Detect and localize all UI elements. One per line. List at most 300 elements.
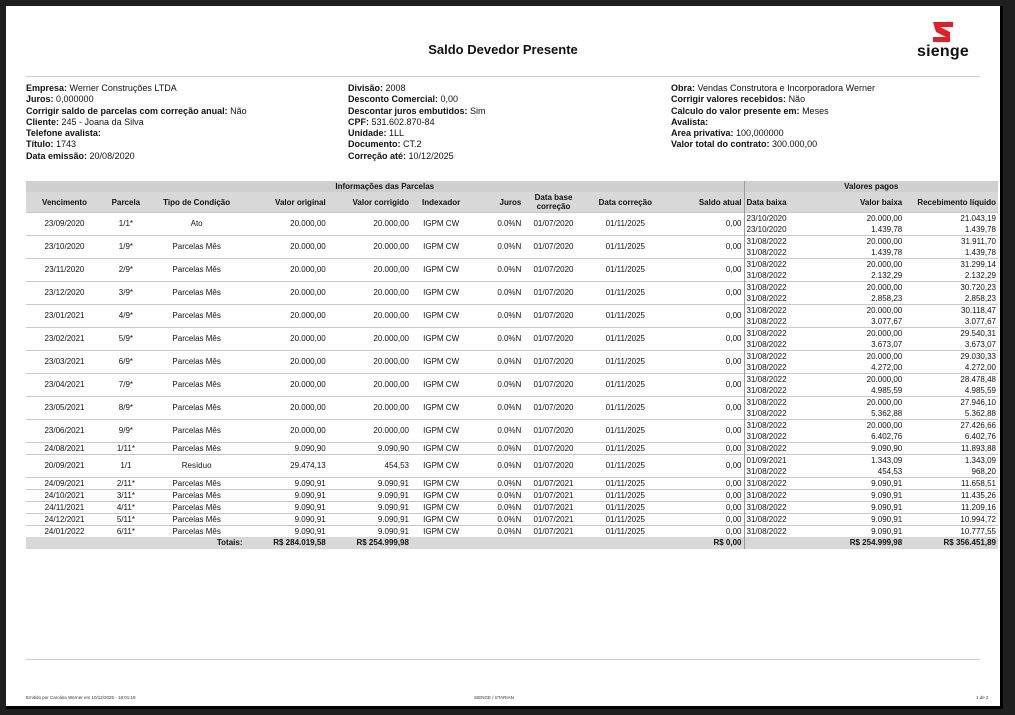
totals-row <box>26 537 998 549</box>
cell-data-baixa: 31/08/2022 <box>744 339 819 351</box>
cell-valor-baixa: 9.090,91 <box>819 502 904 514</box>
cell-data-baixa: 31/08/2022 <box>744 478 819 490</box>
table-row <box>26 351 998 363</box>
cell-tipo: Parcelas Mês <box>149 305 245 328</box>
cell-data-base: 01/07/2021 <box>523 526 583 538</box>
info-field <box>348 94 486 105</box>
cell-indexador: IGPM CW <box>411 514 471 526</box>
cell-valor-original: 9.090,91 <box>245 490 328 502</box>
info-value: CT.2 <box>403 139 422 150</box>
cell-juros: 0.0%N <box>471 478 523 490</box>
cell-data-correcao: 01/11/2025 <box>584 490 667 502</box>
info-value: 0,000000 <box>56 94 94 105</box>
cell-vencimento: 24/11/2021 <box>26 502 103 514</box>
cell-juros: 0.0%N <box>471 397 523 420</box>
cell-data-base: 01/07/2020 <box>523 259 583 282</box>
cell-data-base: 01/07/2021 <box>523 502 583 514</box>
info-field <box>671 117 875 128</box>
cell-valor-baixa: 20.000,00 <box>819 236 904 248</box>
cell-saldo-atual: 0,00 <box>667 236 744 259</box>
cell-indexador: IGPM CW <box>411 490 471 502</box>
info-field <box>348 117 486 128</box>
table-row <box>26 526 998 538</box>
info-field <box>671 94 875 105</box>
cell-recebimento: 27.426,66 <box>904 420 998 432</box>
col-valor-original: Valor original <box>245 192 328 213</box>
cell-recebimento: 3.673,07 <box>964 339 996 349</box>
table-row <box>26 259 998 271</box>
cell-indexador: IGPM CW <box>411 526 471 538</box>
cell-indexador: IGPM CW <box>411 397 471 420</box>
cell-data-baixa: 31/08/2022 <box>744 408 819 420</box>
cell-recebimento: 2.132,29 <box>964 270 996 280</box>
footer-issuer: Emitido por Carolina Werner em 10/12/2025 - 18:01:19 <box>26 695 136 700</box>
cell-saldo-atual: 0,00 <box>667 443 744 455</box>
cell-juros: 0.0%N <box>471 305 523 328</box>
cell-valor-original: 9.090,91 <box>245 526 328 538</box>
cell-vencimento: 23/02/2021 <box>26 328 103 351</box>
cell-data-correcao: 01/11/2025 <box>584 328 667 351</box>
cell-valor-corrigido: 20.000,00 <box>328 420 411 443</box>
cell-parcela: 9/9* <box>103 420 149 443</box>
installments-table <box>26 181 998 549</box>
cell-vencimento: 23/11/2020 <box>26 259 103 282</box>
cell-tipo: Parcelas Mês <box>149 282 245 305</box>
cell-valor-baixa: 20.000,00 <box>819 305 904 317</box>
cell-valor-baixa: 9.090,91 <box>819 514 904 526</box>
cell-vencimento: 24/08/2021 <box>26 443 103 455</box>
cell-recebimento: 30.118,47 <box>904 305 998 317</box>
info-label: Descontar juros embutidos: <box>348 105 468 116</box>
table-row <box>26 502 998 514</box>
cell-data-baixa: 31/08/2022 <box>744 316 819 328</box>
cell-saldo-atual: 0,00 <box>667 351 744 374</box>
cell-valor-corrigido: 9.090,91 <box>328 514 411 526</box>
cell-data-correcao: 01/11/2025 <box>584 374 667 397</box>
cell-valor-baixa: 9.090,91 <box>819 490 904 502</box>
cell-recebimento: 31.911,70 <box>904 236 998 248</box>
cell-juros: 0.0%N <box>471 351 523 374</box>
cell-recebimento: 11.435,26 <box>904 490 998 502</box>
cell-valor-baixa: 20.000,00 <box>819 374 904 386</box>
cell-valor-original: 20.000,00 <box>245 397 328 420</box>
info-label: Título: <box>26 139 54 150</box>
cell-indexador: IGPM CW <box>411 420 471 443</box>
cell-juros: 0.0%N <box>471 213 523 236</box>
cell-tipo: Parcelas Mês <box>149 328 245 351</box>
report-title: Saldo Devedor Presente <box>428 42 578 57</box>
cell-data-baixa: 31/08/2022 <box>744 514 819 526</box>
cell-valor-original: 9.090,91 <box>245 502 328 514</box>
info-field <box>348 83 486 94</box>
cell-parcela: 8/9* <box>103 397 149 420</box>
table-row <box>26 443 998 455</box>
cell-valor-original: 20.000,00 <box>245 259 328 282</box>
cell-indexador: IGPM CW <box>411 305 471 328</box>
info-value: Meses <box>802 105 829 116</box>
cell-valor-original: 20.000,00 <box>245 420 328 443</box>
group-header-valores-pagos: Valores pagos <box>744 181 998 192</box>
cell-valor-corrigido: 20.000,00 <box>328 259 411 282</box>
info-field <box>671 128 875 139</box>
cell-saldo-atual: 0,00 <box>667 526 744 538</box>
info-value: 100,000000 <box>736 128 784 139</box>
cell-tipo: Parcelas Mês <box>149 502 245 514</box>
cell-valor-original: 9.090,90 <box>245 443 328 455</box>
cell-valor-original: 20.000,00 <box>245 236 328 259</box>
cell-valor-baixa: 454,53 <box>877 466 903 476</box>
cell-saldo-atual: 0,00 <box>667 397 744 420</box>
info-field <box>26 139 247 150</box>
cell-data-baixa: 31/08/2022 <box>744 293 819 305</box>
cell-saldo-atual: 0,00 <box>667 455 744 478</box>
col-recebimento: Recebimento líquido <box>904 192 998 213</box>
cell-data-baixa: 31/08/2022 <box>744 443 819 455</box>
cell-tipo: Parcelas Mês <box>149 490 245 502</box>
info-label: Corrigir saldo de parcelas com correção anual: <box>26 105 228 116</box>
cell-data-base: 01/07/2020 <box>523 328 583 351</box>
cell-valor-corrigido: 9.090,90 <box>328 443 411 455</box>
cell-valor-corrigido: 20.000,00 <box>328 236 411 259</box>
cell-data-baixa: 31/08/2022 <box>744 466 819 478</box>
cell-data-baixa: 31/08/2022 <box>744 259 819 271</box>
total-saldo-atual: R$ 0,00 <box>667 537 744 549</box>
info-label: Telefone avalista: <box>26 128 101 139</box>
cell-valor-baixa: 20.000,00 <box>819 420 904 432</box>
cell-valor-corrigido: 9.090,91 <box>328 502 411 514</box>
table-row <box>26 213 998 225</box>
cell-vencimento: 23/06/2021 <box>26 420 103 443</box>
cell-parcela: 1/9* <box>103 236 149 259</box>
cell-parcela: 4/9* <box>103 305 149 328</box>
cell-parcela: 5/11* <box>103 514 149 526</box>
table-row <box>26 420 998 432</box>
info-label: Documento: <box>348 139 401 150</box>
cell-saldo-atual: 0,00 <box>667 374 744 397</box>
col-parcela: Parcela <box>103 192 149 213</box>
cell-data-correcao: 01/11/2025 <box>584 213 667 236</box>
info-label: Juros: <box>26 94 54 105</box>
cell-juros: 0.0%N <box>471 443 523 455</box>
cell-vencimento: 24/10/2021 <box>26 490 103 502</box>
cell-recebimento: 29.030,33 <box>904 351 998 363</box>
cell-valor-corrigido: 20.000,00 <box>328 397 411 420</box>
cell-data-baixa: 31/08/2022 <box>744 270 819 282</box>
totals-label: Totais: <box>26 537 245 549</box>
cell-data-baixa: 31/08/2022 <box>744 490 819 502</box>
cell-recebimento: 4.272,00 <box>964 362 996 372</box>
cell-data-baixa: 31/08/2022 <box>744 526 819 538</box>
cell-data-base: 01/07/2020 <box>523 455 583 478</box>
info-field <box>26 83 247 94</box>
cell-recebimento: 4.985,59 <box>964 385 996 395</box>
cell-valor-corrigido: 9.090,91 <box>328 478 411 490</box>
cell-data-correcao: 01/11/2025 <box>584 305 667 328</box>
cell-parcela: 1/1 <box>103 455 149 478</box>
cell-recebimento: 1.439,78 <box>964 247 996 257</box>
cell-vencimento: 23/03/2021 <box>26 351 103 374</box>
info-label: Calculo do valor presente em: <box>671 105 800 116</box>
cell-data-baixa: 31/08/2022 <box>744 502 819 514</box>
cell-tipo: Parcelas Mês <box>149 420 245 443</box>
info-value: Werner Construções LTDA <box>69 83 177 93</box>
info-field <box>26 106 247 117</box>
cell-tipo: Parcelas Mês <box>149 397 245 420</box>
cell-data-correcao: 01/11/2025 <box>584 420 667 443</box>
cell-juros: 0.0%N <box>471 236 523 259</box>
cell-valor-baixa: 20.000,00 <box>819 213 904 225</box>
cell-recebimento: 11.209,16 <box>904 502 998 514</box>
cell-recebimento: 11.658,51 <box>904 478 998 490</box>
info-value: 1LL <box>389 128 405 139</box>
cell-data-base: 01/07/2020 <box>523 351 583 374</box>
table-row <box>26 328 998 340</box>
cell-tipo: Parcelas Mês <box>149 443 245 455</box>
table-row <box>26 478 998 490</box>
cell-indexador: IGPM CW <box>411 213 471 236</box>
cell-data-base: 01/07/2021 <box>523 490 583 502</box>
info-value: 531.602.870-84 <box>371 116 435 127</box>
info-label: Divisão: <box>348 83 384 93</box>
cell-parcela: 1/1* <box>103 213 149 236</box>
cell-indexador: IGPM CW <box>411 259 471 282</box>
cell-recebimento: 11.893,88 <box>904 443 998 455</box>
cell-valor-baixa: 9.090,91 <box>819 526 904 538</box>
info-value: Não <box>788 94 806 105</box>
cell-indexador: IGPM CW <box>411 236 471 259</box>
cell-vencimento: 23/05/2021 <box>26 397 103 420</box>
cell-indexador: IGPM CW <box>411 282 471 305</box>
cell-data-baixa: 31/08/2022 <box>744 328 819 340</box>
cell-vencimento: 23/04/2021 <box>26 374 103 397</box>
cell-recebimento: 6.402,76 <box>964 431 996 441</box>
cell-valor-corrigido: 9.090,91 <box>328 490 411 502</box>
col-vencimento: Vencimento <box>26 192 103 213</box>
cell-juros: 0.0%N <box>471 526 523 538</box>
cell-valor-baixa: 9.090,90 <box>819 443 904 455</box>
info-label: Valor total do contrato: <box>671 139 770 150</box>
cell-data-baixa: 31/08/2022 <box>744 247 819 259</box>
sienge-logo <box>913 20 973 61</box>
info-field <box>26 94 247 105</box>
cell-juros: 0.0%N <box>471 259 523 282</box>
cell-valor-baixa: 3.673,07 <box>871 339 903 349</box>
info-label: Desconto Comercial: <box>348 94 439 105</box>
cell-data-baixa: 31/08/2022 <box>744 236 819 248</box>
logo-text: sienge <box>917 43 969 60</box>
cell-juros: 0.0%N <box>471 502 523 514</box>
cell-valor-corrigido: 20.000,00 <box>328 213 411 236</box>
table-row <box>26 455 998 467</box>
cell-tipo: Parcelas Mês <box>149 374 245 397</box>
cell-data-base: 01/07/2021 <box>523 478 583 490</box>
table-row <box>26 514 998 526</box>
cell-valor-baixa: 2.132,29 <box>871 270 903 280</box>
info-value: 1743 <box>56 139 77 150</box>
cell-tipo: Parcelas Mês <box>149 514 245 526</box>
info-value: 2008 <box>385 83 406 93</box>
cell-vencimento: 23/01/2021 <box>26 305 103 328</box>
cell-saldo-atual: 0,00 <box>667 305 744 328</box>
cell-recebimento: 21.043,19 <box>904 213 998 225</box>
cell-data-base: 01/07/2020 <box>523 236 583 259</box>
cell-indexador: IGPM CW <box>411 374 471 397</box>
info-value: 10/12/2025 <box>408 150 454 161</box>
cell-recebimento: 1.439,78 <box>964 224 996 234</box>
info-value: Não <box>230 105 247 116</box>
cell-parcela: 2/9* <box>103 259 149 282</box>
cell-valor-original: 20.000,00 <box>245 282 328 305</box>
cell-data-base: 01/07/2020 <box>523 397 583 420</box>
cell-valor-original: 20.000,00 <box>245 374 328 397</box>
col-data-correcao: Data correção <box>584 192 667 213</box>
cell-data-base: 01/07/2020 <box>523 374 583 397</box>
cell-saldo-atual: 0,00 <box>667 514 744 526</box>
cell-recebimento: 1.343,09 <box>904 455 998 467</box>
cell-data-correcao: 01/11/2025 <box>584 351 667 374</box>
cell-data-correcao: 01/11/2025 <box>584 502 667 514</box>
cell-data-baixa: 31/08/2022 <box>744 362 819 374</box>
info-field <box>26 117 247 128</box>
col-data-base: Data base correção <box>523 192 583 213</box>
col-saldo-atual: Saldo atual <box>667 192 744 213</box>
cell-recebimento: 5.362,88 <box>964 408 996 418</box>
col-indexador: Indexador <box>411 192 471 213</box>
info-label: Obra: <box>671 83 696 93</box>
cell-juros: 0.0%N <box>471 420 523 443</box>
cell-parcela: 2/11* <box>103 478 149 490</box>
cell-saldo-atual: 0,00 <box>667 490 744 502</box>
cell-valor-baixa: 20.000,00 <box>819 351 904 363</box>
cell-valor-corrigido: 20.000,00 <box>328 374 411 397</box>
cell-recebimento: 27.946,10 <box>904 397 998 409</box>
cell-indexador: IGPM CW <box>411 351 471 374</box>
cell-vencimento: 20/09/2021 <box>26 455 103 478</box>
cell-valor-corrigido: 20.000,00 <box>328 328 411 351</box>
info-value: Sim <box>470 105 486 116</box>
info-value: 300.000,00 <box>772 139 818 150</box>
cell-valor-original: 20.000,00 <box>245 351 328 374</box>
cell-data-baixa: 31/08/2022 <box>744 431 819 443</box>
cell-valor-baixa: 20.000,00 <box>819 397 904 409</box>
cell-vencimento: 24/09/2021 <box>26 478 103 490</box>
cell-valor-baixa: 1.343,09 <box>819 455 904 467</box>
cell-data-correcao: 01/11/2025 <box>584 259 667 282</box>
cell-data-correcao: 01/11/2025 <box>584 443 667 455</box>
cell-indexador: IGPM CW <box>411 478 471 490</box>
group-header-parcelas: Informações das Parcelas <box>26 181 744 192</box>
cell-data-base: 01/07/2020 <box>523 282 583 305</box>
cell-parcela: 5/9* <box>103 328 149 351</box>
cell-data-baixa: 31/08/2022 <box>744 305 819 317</box>
cell-saldo-atual: 0,00 <box>667 478 744 490</box>
cell-tipo: Resíduo <box>149 455 245 478</box>
info-field <box>671 139 875 150</box>
cell-recebimento: 30.720,23 <box>904 282 998 294</box>
cell-data-correcao: 01/11/2025 <box>584 397 667 420</box>
cell-data-base: 01/07/2020 <box>523 305 583 328</box>
cell-data-baixa: 31/08/2022 <box>744 351 819 363</box>
total-valor-baixa: R$ 254.999,98 <box>819 537 904 549</box>
cell-data-baixa: 31/08/2022 <box>744 282 819 294</box>
info-label: Unidade: <box>348 128 387 139</box>
cell-saldo-atual: 0,00 <box>667 502 744 514</box>
cell-valor-baixa: 4.272,00 <box>871 362 903 372</box>
cell-valor-original: 9.090,91 <box>245 514 328 526</box>
cell-tipo: Parcelas Mês <box>149 351 245 374</box>
cell-valor-corrigido: 20.000,00 <box>328 305 411 328</box>
cell-valor-baixa: 9.090,91 <box>819 478 904 490</box>
cell-data-baixa: 23/10/2020 <box>744 213 819 225</box>
cell-data-baixa: 31/08/2022 <box>744 420 819 432</box>
cell-parcela: 1/11* <box>103 443 149 455</box>
cell-data-correcao: 01/11/2025 <box>584 478 667 490</box>
cell-valor-corrigido: 454,53 <box>328 455 411 478</box>
cell-valor-original: 20.000,00 <box>245 328 328 351</box>
cell-tipo: Parcelas Mês <box>149 478 245 490</box>
cell-recebimento: 968,20 <box>971 466 996 476</box>
info-field <box>348 139 486 150</box>
cell-juros: 0.0%N <box>471 490 523 502</box>
info-label: Correção até: <box>348 150 407 161</box>
footer-system: SIENGE / STARIAN <box>474 695 514 700</box>
cell-valor-baixa: 20.000,00 <box>819 282 904 294</box>
cell-valor-original: 29.474,13 <box>245 455 328 478</box>
cell-valor-baixa: 1.439,78 <box>871 247 903 257</box>
cell-parcela: 6/9* <box>103 351 149 374</box>
cell-valor-original: 20.000,00 <box>245 213 328 236</box>
cell-parcela: 4/11* <box>103 502 149 514</box>
report-page <box>6 6 1003 709</box>
info-label: Area privativa: <box>671 128 734 139</box>
cell-valor-corrigido: 20.000,00 <box>328 282 411 305</box>
cell-recebimento: 2.858,23 <box>964 293 996 303</box>
cell-data-baixa: 31/08/2022 <box>744 385 819 397</box>
cell-data-baixa: 01/09/2021 <box>744 455 819 467</box>
info-value: 20/08/2020 <box>89 150 135 161</box>
cell-valor-original: 9.090,91 <box>245 478 328 490</box>
sienge-logo-icon <box>930 20 956 44</box>
cell-data-correcao: 01/11/2025 <box>584 236 667 259</box>
cell-valor-original: 20.000,00 <box>245 305 328 328</box>
table-row <box>26 236 998 248</box>
cell-valor-baixa: 2.858,23 <box>871 293 903 303</box>
cell-vencimento: 23/12/2020 <box>26 282 103 305</box>
info-field <box>26 151 247 162</box>
col-juros: Juros <box>471 192 523 213</box>
cell-recebimento: 31.299,14 <box>904 259 998 271</box>
cell-saldo-atual: 0,00 <box>667 259 744 282</box>
cell-valor-baixa: 3.077,67 <box>871 316 903 326</box>
info-label: Cliente: <box>26 116 60 127</box>
cell-tipo: Parcelas Mês <box>149 526 245 538</box>
cell-data-correcao: 01/11/2025 <box>584 455 667 478</box>
cell-tipo: Ato <box>149 213 245 236</box>
cell-data-baixa: 31/08/2022 <box>744 374 819 386</box>
info-field <box>348 106 486 117</box>
cell-valor-corrigido: 9.090,91 <box>328 526 411 538</box>
info-value: Vendas Construtora e Incorporadora Werner <box>697 83 875 93</box>
cell-indexador: IGPM CW <box>411 502 471 514</box>
info-label: CPF: <box>348 116 369 127</box>
footer-page: 1 de 2 <box>976 695 989 700</box>
cell-data-correcao: 01/11/2025 <box>584 514 667 526</box>
total-valor-corrigido: R$ 254.999,98 <box>328 537 411 549</box>
total-recebimento: R$ 356.451,89 <box>904 537 998 549</box>
info-col-3 <box>671 83 875 151</box>
cell-valor-baixa: 5.362,88 <box>871 408 903 418</box>
cell-data-correcao: 01/11/2025 <box>584 526 667 538</box>
